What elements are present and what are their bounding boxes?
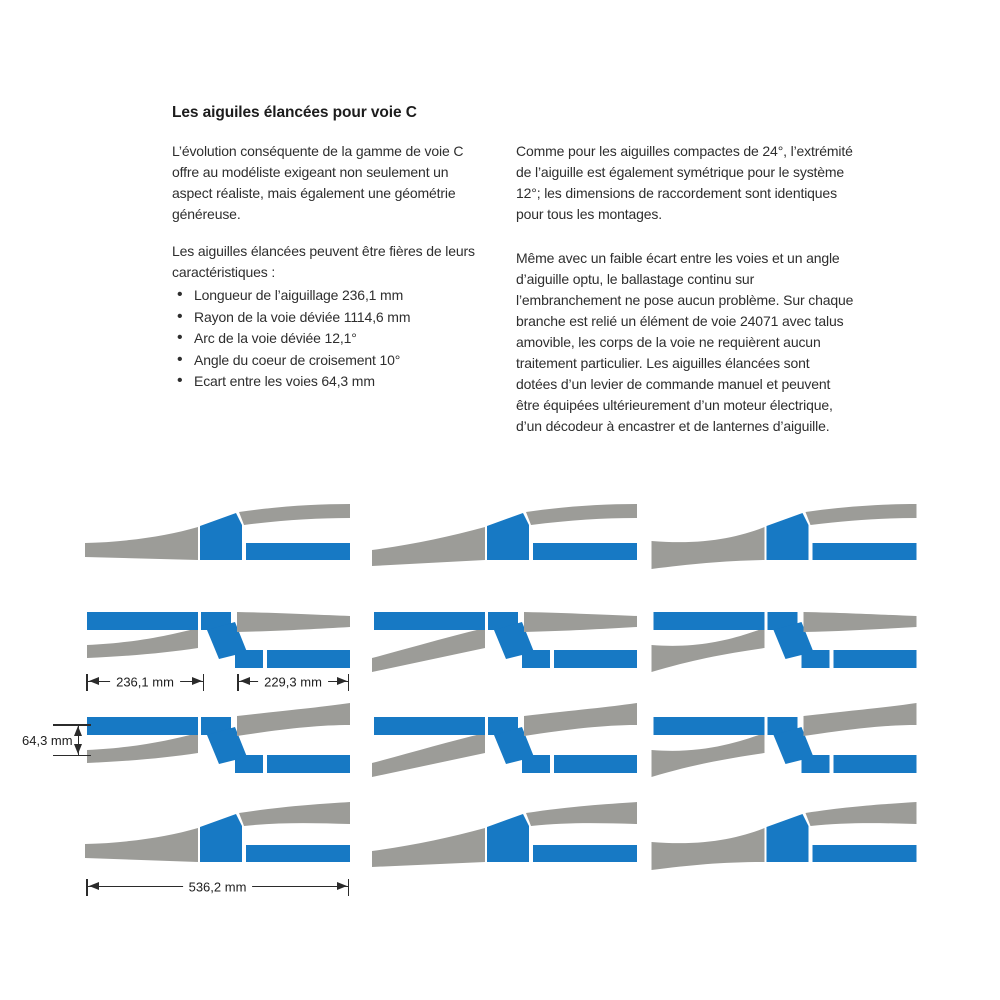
crossover-diagram-r3c2 bbox=[372, 712, 637, 790]
switch-segment bbox=[200, 814, 242, 862]
arrow-left-icon bbox=[89, 677, 99, 685]
straight-track-segment bbox=[813, 845, 917, 862]
dimension-adjacent-length bbox=[238, 674, 348, 689]
lower-straight-track bbox=[834, 755, 917, 773]
diverging-track bbox=[239, 504, 350, 525]
lower-straight-track bbox=[834, 650, 917, 668]
dimension-label: 229,3 mm bbox=[258, 674, 328, 689]
list-item: • Angle du coeur de croisement 10° bbox=[172, 350, 494, 372]
dimension-total-length bbox=[87, 879, 348, 894]
straight-track-segment bbox=[246, 543, 350, 560]
diverging-track bbox=[524, 703, 637, 736]
arrow-left-icon bbox=[240, 677, 250, 685]
lower-straight-track bbox=[554, 755, 637, 773]
approach-track bbox=[652, 828, 765, 870]
crossover-diagram-r3c3 bbox=[650, 712, 918, 790]
upper-straight-track bbox=[654, 612, 765, 630]
dim-tick bbox=[53, 755, 91, 757]
switch-segment bbox=[235, 650, 263, 668]
upper-straight-track bbox=[374, 717, 485, 735]
straight-track-segment bbox=[813, 543, 917, 560]
arrow-right-icon bbox=[337, 882, 347, 890]
diverging-track bbox=[239, 802, 350, 826]
adjacent-track bbox=[237, 612, 350, 632]
lower-straight-track bbox=[267, 755, 350, 773]
dim-tick bbox=[348, 879, 350, 896]
crossover-diagram-r3c1 bbox=[85, 712, 350, 790]
intro-paragraph: L’évolution conséquente de la gamme de voie C offre au modéliste exigeant non seulement un aspect réaliste, mais également une géométrie généreuse. bbox=[172, 143, 464, 222]
arrow-right-icon bbox=[337, 677, 347, 685]
turnout-diagram-r1c3 bbox=[650, 505, 918, 583]
approach-track bbox=[87, 628, 198, 658]
lower-straight-track bbox=[267, 650, 350, 668]
arrow-up-icon bbox=[74, 726, 82, 736]
crossover-diagram-r2c2 bbox=[372, 607, 637, 685]
straight-track-segment bbox=[533, 845, 637, 862]
turnout-diagram-r1c1 bbox=[85, 505, 350, 583]
arrow-right-icon bbox=[192, 677, 202, 685]
approach-track bbox=[372, 527, 485, 566]
switch-segment bbox=[487, 814, 529, 862]
list-item: • Longueur de l’aiguillage 236,1 mm bbox=[172, 285, 494, 307]
approach-track bbox=[85, 527, 198, 560]
dim-tick bbox=[203, 674, 205, 691]
diverging-track bbox=[526, 802, 637, 826]
dim-tick bbox=[237, 674, 239, 691]
dim-tick bbox=[86, 674, 88, 691]
characteristics-intro: Les aiguilles élancées peuvent être fières de leurs caractéristiques : bbox=[172, 243, 475, 280]
approach-track bbox=[372, 828, 485, 867]
list-item: • Ecart entre les voies 64,3 mm bbox=[172, 371, 494, 393]
approach-track bbox=[652, 527, 765, 569]
right-paragraph-1: Comme pour les aiguilles compactes de 24°, l’extrémité de l’aiguille est également symétrique pour le système 12°; les dimensions de raccordement sont identiques pour tous les montages. bbox=[516, 143, 853, 222]
dim-tick bbox=[348, 674, 350, 691]
lower-straight-track bbox=[554, 650, 637, 668]
characteristics-list bbox=[172, 285, 494, 393]
dimension-label: 536,2 mm bbox=[183, 879, 253, 894]
turnout-diagram-r1c2 bbox=[372, 505, 637, 583]
diverging-track bbox=[526, 504, 637, 525]
approach-track bbox=[87, 733, 198, 763]
switch-segment bbox=[522, 650, 550, 668]
switch-segment bbox=[487, 513, 529, 560]
dimension-track-spacing bbox=[78, 725, 79, 755]
turnout-diagram-r4c1 bbox=[85, 802, 350, 880]
diverging-track bbox=[237, 703, 350, 736]
approach-track bbox=[372, 733, 485, 777]
list-item: • Rayon de la voie déviée 1114,6 mm bbox=[172, 307, 494, 329]
switch-segment bbox=[235, 755, 263, 773]
diverging-track bbox=[806, 802, 917, 826]
approach-track bbox=[372, 628, 485, 672]
list-item: • Arc de la voie déviée 12,1° bbox=[172, 328, 494, 350]
arrow-left-icon bbox=[89, 882, 99, 890]
diverging-track bbox=[806, 504, 917, 525]
switch-segment bbox=[522, 755, 550, 773]
page-title: Les aiguiles élancées pour voie C bbox=[172, 104, 417, 121]
characteristics-block bbox=[172, 241, 494, 393]
upper-straight-track bbox=[374, 612, 485, 630]
dim-tick bbox=[53, 724, 91, 726]
switch-segment bbox=[802, 755, 830, 773]
diverging-track bbox=[804, 703, 917, 736]
upper-straight-track bbox=[87, 612, 198, 630]
adjacent-track bbox=[524, 612, 637, 632]
dimension-label: 236,1 mm bbox=[110, 674, 180, 689]
dim-tick bbox=[86, 879, 88, 896]
switch-segment bbox=[767, 814, 809, 862]
arrow-down-icon bbox=[74, 744, 82, 754]
turnout-diagram-r4c3 bbox=[650, 802, 918, 880]
approach-track bbox=[652, 628, 765, 672]
upper-straight-track bbox=[654, 717, 765, 735]
approach-track bbox=[652, 733, 765, 777]
switch-segment bbox=[200, 513, 242, 560]
turnout-diagram-r4c2 bbox=[372, 802, 637, 880]
straight-track-segment bbox=[246, 845, 350, 862]
crossover-diagram-r2c3 bbox=[650, 607, 918, 685]
dimension-turnout-length bbox=[87, 674, 203, 689]
switch-segment bbox=[802, 650, 830, 668]
switch-segment bbox=[767, 513, 809, 560]
approach-track bbox=[85, 828, 198, 862]
right-paragraph-2: Même avec un faible écart entre les voies et un angle d’aiguille optu, le ballastage continu sur l’embranchement ne pose aucun problème. Sur chaque branche est relié un élément de voie 24071 avec talus amovible, les corps de la voie ne requièrent aucun traitement particulier. Les aiguilles élancées sont dotées d’un levier de commande manuel et peuvent être équipées ultérieurement d’un moteur électrique, d’un décodeur à encastrer et de lanternes d’aiguille. bbox=[516, 250, 854, 434]
dimension-label: 64,3 mm bbox=[22, 733, 73, 748]
adjacent-track bbox=[804, 612, 917, 632]
upper-straight-track bbox=[87, 717, 198, 735]
straight-track-segment bbox=[533, 543, 637, 560]
